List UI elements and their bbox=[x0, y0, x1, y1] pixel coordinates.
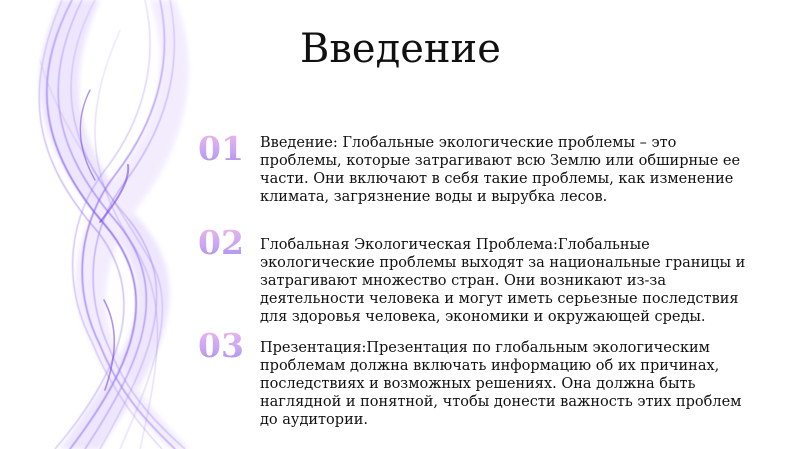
item-text-03: Презентация:Презентация по глобальным экологическим проблемам должна включать информацию об их причинах, последствиях и возможных решениях. Она должна быть наглядной и понятной, чтобы донести важность этих проблем до аудитории. bbox=[260, 340, 742, 428]
item-number-01: 01 bbox=[198, 129, 244, 168]
item-number-03: 03 bbox=[198, 326, 244, 365]
item-number-02: 02 bbox=[198, 223, 244, 262]
slide-title: Введение bbox=[300, 26, 501, 72]
item-text-02: Глобальная Экологическая Проблема:Глобальные экологические проблемы выходят за национальные границы и затрагивают множество стран. Они возникают из-за деятельности человека и могут иметь серьезные последствия для здоровья человека, экономики и окружающей среды. bbox=[260, 237, 746, 325]
item-text-01: Введение: Глобальные экологические проблемы – это проблемы, которые затрагивают всю Землю или обширные ее части. Они включают в себя такие проблемы, как изменение климата, загрязнение воды и вырубка лесов. bbox=[260, 135, 741, 205]
